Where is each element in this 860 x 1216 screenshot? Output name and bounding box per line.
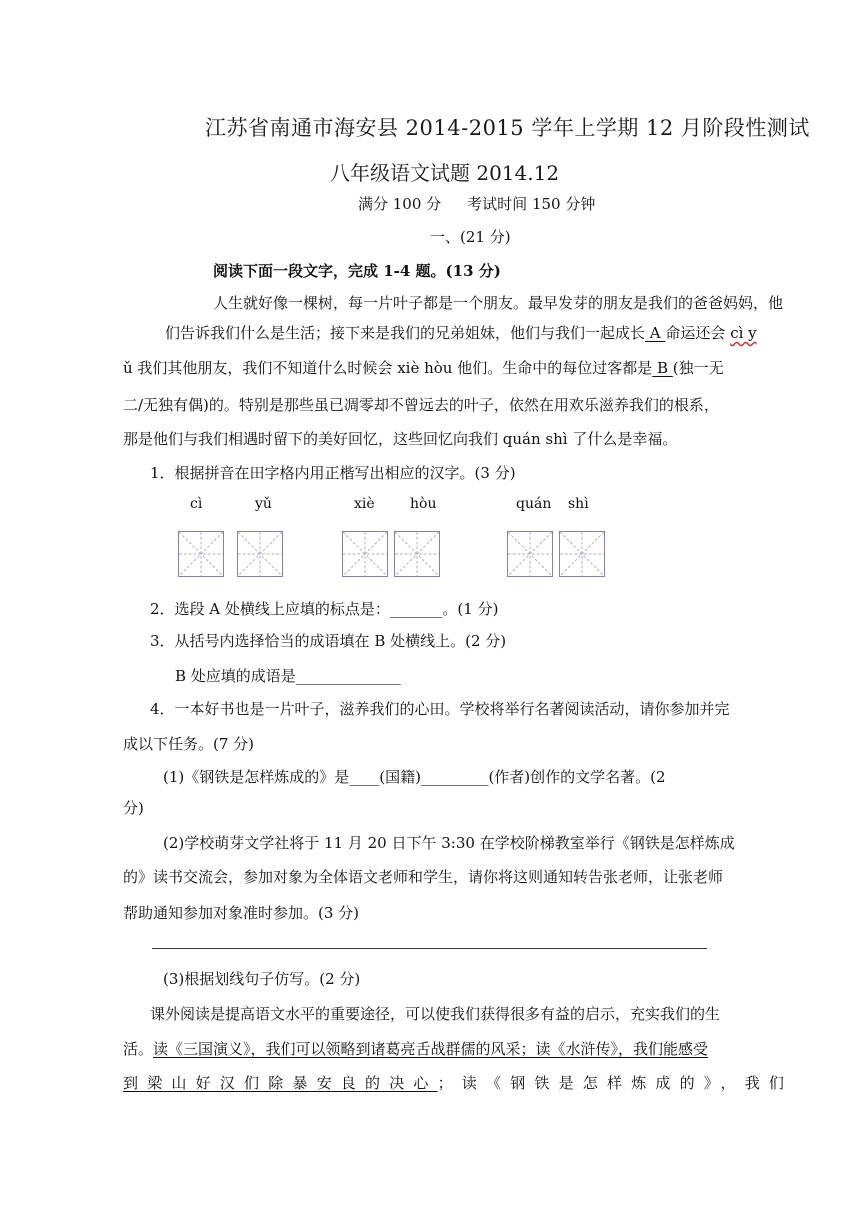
underlined-sentence: 读《三国演义》，我们可以领略到诸葛亮舌战群儒的风采；读《水浒传》，我们能感受: [153, 1040, 709, 1058]
full-score: 满分 100 分: [358, 195, 442, 213]
question-1: 1．根据拼音在田字格内用正楷写出相应的汉字。(3 分): [150, 464, 516, 482]
passage-text: 命运还会: [665, 324, 726, 342]
pinyin-label: shì: [568, 496, 589, 512]
tianzige-box[interactable]: [178, 531, 224, 577]
blank-b: B: [652, 359, 673, 377]
blank-a: A: [645, 324, 666, 342]
question-4-sub3: (3)根据划线句子仿写。(2 分): [163, 970, 361, 988]
tianzige-box[interactable]: [394, 531, 440, 577]
passage-text: ǔ 我们其他朋友，我们不知道什么时候会 xiè hòu 他们。生命中的每位过客都是: [123, 359, 653, 377]
passage-pinyin: cì y: [730, 324, 757, 342]
passage-line: 那是他们与我们相遇时留下的美好回忆，这些回忆向我们 quán shì 了什么是幸福。: [123, 430, 678, 448]
question-4-sub2: (2)学校萌芽文学社将于 11 月 20 日下午 3:30 在学校阶梯教室举行《钢铁是怎样炼成: [163, 834, 735, 852]
reading-instruction: 阅读下面一段文字，完成 1-4 题。(13 分): [213, 262, 501, 280]
pinyin-label: cì: [190, 496, 203, 512]
passage-line: 二/无独有偶)的。特别是那些虽已凋零却不曾远去的叶子，依然在用欢乐滋养我们的根系，: [123, 396, 719, 414]
question-3: 3．从括号内选择恰当的成语填在 B 处横线上。(2 分): [150, 632, 507, 650]
question-4-sub1: (1)《钢铁是怎样炼成的》是____(国籍)_________(作者)创作的文学名著。(2: [163, 768, 666, 786]
question-4-sub1-cont: 分): [123, 799, 144, 817]
exam-subtitle: 八年级语文试题 2014.12: [330, 161, 560, 185]
question-3-answer-line: B 处应填的成语是______________: [175, 667, 401, 685]
pinyin-label: yǔ: [255, 496, 272, 512]
question-4-cont: 成以下任务。(7 分): [123, 735, 255, 753]
imitation-passage-line: [123, 1038, 708, 1059]
exam-time: 考试时间 150 分钟: [467, 195, 596, 213]
tianzige-box[interactable]: [342, 531, 388, 577]
imitation-passage-line: [123, 1072, 793, 1093]
tianzige-box[interactable]: [237, 531, 283, 577]
pinyin-label: hòu: [410, 496, 437, 512]
imitation-passage-line: 课外阅读是提高语文水平的重要途径，可以使我们获得很多有益的启示，充实我们的生: [150, 1005, 721, 1023]
passage-text: (独一无: [672, 359, 724, 377]
passage-line: 人生就好像一棵树，每一片叶子都是一个朋友。最早发芽的朋友是我们的爸爸妈妈，他: [213, 294, 784, 312]
pinyin-label: xiè: [354, 496, 375, 512]
exam-title: 江苏省南通市海安县 2014-2015 学年上学期 12 月阶段性测试: [205, 116, 810, 140]
question-4: 4．一本好书也是一片叶子，滋养我们的心田。学校将举行名著阅读活动，请你参加并完: [150, 700, 730, 718]
underlined-sentence: 到梁山好汉们除暴安良的决心: [123, 1074, 438, 1092]
tianzige-box[interactable]: [507, 531, 553, 577]
pinyin-label: quán: [516, 496, 552, 512]
passage-text: 活。: [123, 1040, 154, 1058]
tianzige-box[interactable]: [559, 531, 605, 577]
passage-text: 们告诉我们什么是生活；接下来是我们的兄弟姐妹，他们与我们一起成长: [165, 324, 646, 342]
passage-text: ；读《钢铁是怎样炼成的》，我们: [437, 1074, 794, 1092]
passage-line: [165, 322, 757, 343]
section-heading: 一、(21 分): [430, 228, 511, 246]
question-4-sub2-cont: 帮助通知参加对象准时参加。(3 分): [123, 904, 360, 922]
answer-line[interactable]: [152, 948, 707, 949]
passage-line: [123, 357, 724, 378]
question-2: 2．选段 A 处横线上应填的标点是：_______。(1 分): [150, 600, 499, 618]
exam-meta: [358, 193, 595, 214]
question-4-sub2-cont: 的》读书交流会，参加对象为全体语文老师和学生，请你将这则通知转告张老师，让张老师: [123, 868, 724, 886]
